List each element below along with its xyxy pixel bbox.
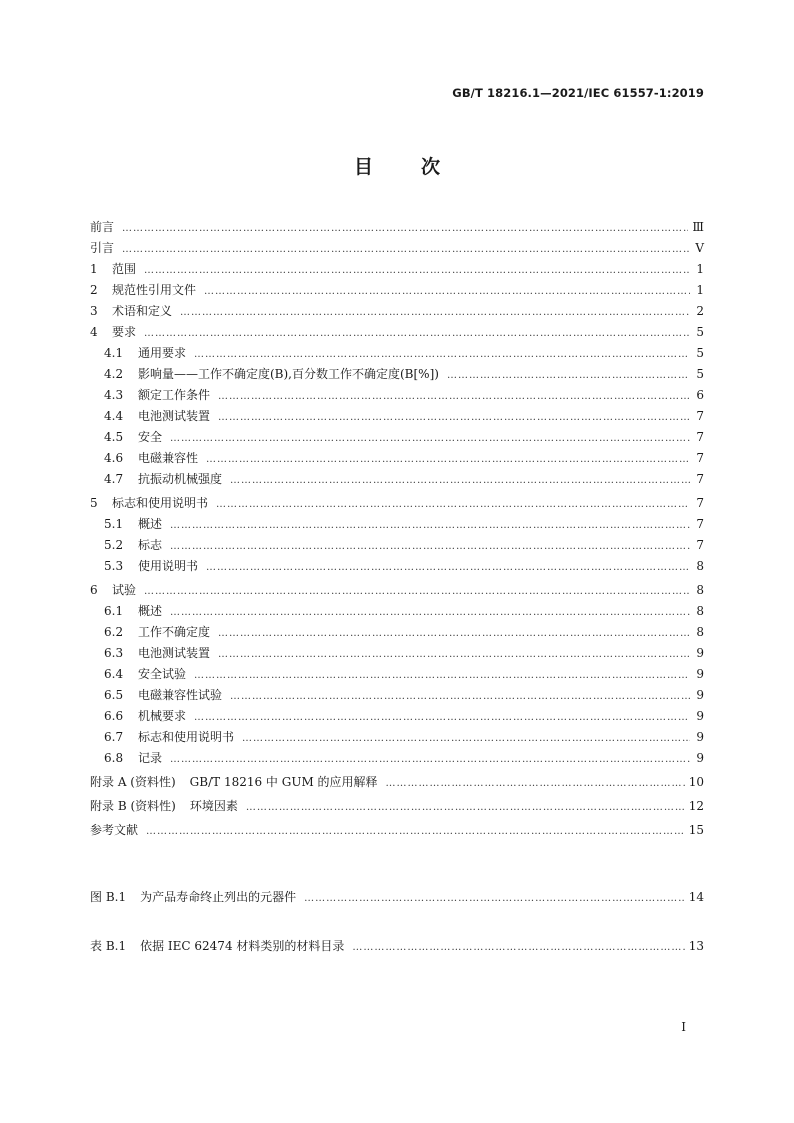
toc-entry-page: 7 [696,496,704,510]
toc-entry-label: 6.7 标志和使用说明书 [104,730,235,744]
toc-entry-page: 5 [696,346,704,360]
toc-entry-label: 5.3 使用说明书 [104,559,199,573]
dot-leader [242,728,690,749]
toc-entry-label: 6.4 安全试验 [104,667,187,681]
toc-subentry[interactable] [90,448,704,469]
toc-subentry[interactable] [90,748,704,769]
toc-subentry[interactable] [90,406,704,427]
dot-leader [144,581,690,602]
toc-entry-label: 6.8 记录 [104,751,163,765]
toc-subentry[interactable] [90,643,704,664]
toc-subentry[interactable] [90,469,704,490]
title-char-1: 目 [353,156,373,178]
dot-leader [122,218,688,239]
dot-leader [218,623,690,644]
table-of-contents [90,217,704,841]
toc-entry[interactable] [90,259,704,280]
dot-leader [230,470,690,491]
dot-leader [170,602,690,623]
title-char-2: 次 [421,156,441,178]
toc-entry-page: 9 [696,751,704,765]
toc-entry-label: 5.1 概述 [104,517,163,531]
toc-entry-page: 9 [696,688,704,702]
toc-entry-foreword[interactable] [90,217,704,238]
toc-entry-page: 1 [696,262,704,276]
toc-entry-page: 7 [696,517,704,531]
toc-entry-page: 8 [696,625,704,639]
page-title [0,152,794,179]
toc-subentry[interactable] [90,556,704,577]
toc-entry-page: 15 [688,823,704,837]
toc-entry-page: Ⅲ [692,220,704,234]
toc-subentry[interactable] [90,622,704,643]
dot-leader [206,449,690,470]
toc-entry-page: 2 [696,304,704,318]
dot-leader [216,494,690,515]
toc-entry-page: 9 [696,709,704,723]
figure-entry-label: 图 B.1 为产品寿命终止列出的元器件 [90,890,297,904]
toc-entry-page: 6 [696,388,704,402]
toc-entry-page: 10 [688,775,704,789]
dot-leader [194,665,690,686]
toc-entry[interactable] [90,301,704,322]
table-entry-page: 13 [688,939,704,953]
dot-leader [194,344,690,365]
dot-leader [122,239,690,260]
toc-entry[interactable] [90,322,704,343]
toc-entry-label: 4.3 额定工作条件 [104,388,211,402]
toc-subentry[interactable] [90,343,704,364]
toc-entry-page: 7 [696,409,704,423]
toc-entry-page: 5 [696,325,704,339]
toc-entry-label: 5 标志和使用说明书 [90,496,209,510]
toc-subentry[interactable] [90,664,704,685]
toc-entry-label: 前言 [90,220,115,234]
toc-entry-page: 8 [696,583,704,597]
dot-leader [218,644,690,665]
toc-entry-page: 9 [696,646,704,660]
toc-entry-label: 6 试验 [90,583,137,597]
dot-leader [230,686,690,707]
toc-entry-page: 7 [696,451,704,465]
toc-entry-label: 4.6 电磁兼容性 [104,451,199,465]
dot-leader [206,557,690,578]
toc-entry-annex-b[interactable] [90,796,704,817]
toc-entry-label: 6.6 机械要求 [104,709,187,723]
toc-entry-label: 6.5 电磁兼容性试验 [104,688,223,702]
dot-leader [304,888,685,909]
dot-leader [170,536,690,557]
toc-entry-bibliography[interactable] [90,820,704,841]
toc-entry-page: 1 [696,283,704,297]
dot-leader [146,821,685,842]
dot-leader [194,707,690,728]
list-of-tables [90,936,704,957]
toc-subentry[interactable] [90,706,704,727]
table-entry-label: 表 B.1 依据 IEC 62474 材料类别的材料目录 [90,939,345,953]
toc-entry-label: 4.2 影响量——工作不确定度(B),百分数工作不确定度(B[%]) [104,367,439,381]
toc-entry-label: 2 规范性引用文件 [90,283,197,297]
toc-subentry[interactable] [90,535,704,556]
toc-subentry[interactable] [90,601,704,622]
toc-subentry[interactable] [90,685,704,706]
toc-entry-label: 参考文献 [90,823,139,837]
toc-entry-label: 6.3 电池测试装置 [104,646,211,660]
toc-entry-page: Ⅴ [695,241,704,255]
toc-entry-page: 9 [696,730,704,744]
toc-entry-label: 4.7 抗振动机械强度 [104,472,223,486]
toc-entry-page: 5 [696,367,704,381]
dot-leader [218,407,690,428]
toc-entry-label: 4 要求 [90,325,137,339]
toc-subentry[interactable] [90,514,704,535]
figure-entry[interactable] [90,887,704,908]
toc-entry-page: 9 [696,667,704,681]
toc-entry-page: 7 [696,538,704,552]
toc-entry-label: 1 范围 [90,262,137,276]
dot-leader [170,515,690,536]
dot-leader [447,365,690,386]
dot-leader [352,937,684,958]
dot-leader [218,386,690,407]
toc-subentry[interactable] [90,385,704,406]
toc-entry-label: 3 术语和定义 [90,304,173,318]
toc-entry-annex-a[interactable] [90,772,704,793]
dot-leader [170,428,690,449]
toc-entry-label: 附录 A (资料性) GB/T 18216 中 GUM 的应用解释 [90,775,378,789]
toc-entry-page: 8 [696,559,704,573]
toc-entry-label: 6.1 概述 [104,604,163,618]
toc-entry[interactable] [90,580,704,601]
dot-leader [386,773,685,794]
toc-entry[interactable] [90,493,704,514]
toc-entry-label: 4.4 电池测试装置 [104,409,211,423]
toc-subentry[interactable] [90,364,704,385]
toc-subentry[interactable] [90,727,704,748]
toc-entry[interactable] [90,280,704,301]
toc-entry-introduction[interactable] [90,238,704,259]
toc-entry-page: 7 [696,430,704,444]
dot-leader [144,260,690,281]
dot-leader [170,749,690,770]
toc-entry-label: 5.2 标志 [104,538,163,552]
list-of-figures [90,887,704,908]
table-entry[interactable] [90,936,704,957]
page-number: I [681,1020,686,1034]
toc-entry-page: 12 [688,799,704,813]
dot-leader [204,281,690,302]
toc-subentry[interactable] [90,427,704,448]
dot-leader [180,302,690,323]
figure-entry-page: 14 [688,890,704,904]
dot-leader [144,323,690,344]
toc-entry-label: 6.2 工作不确定度 [104,625,211,639]
toc-entry-label: 附录 B (资料性) 环境因素 [90,799,238,813]
toc-entry-page: 7 [696,472,704,486]
dot-leader [246,797,685,818]
toc-entry-label: 引言 [90,241,115,255]
standard-code: GB/T 18216.1—2021/IEC 61557-1:2019 [452,86,704,100]
toc-entry-page: 8 [696,604,704,618]
toc-entry-label: 4.1 通用要求 [104,346,187,360]
toc-entry-label: 4.5 安全 [104,430,163,444]
